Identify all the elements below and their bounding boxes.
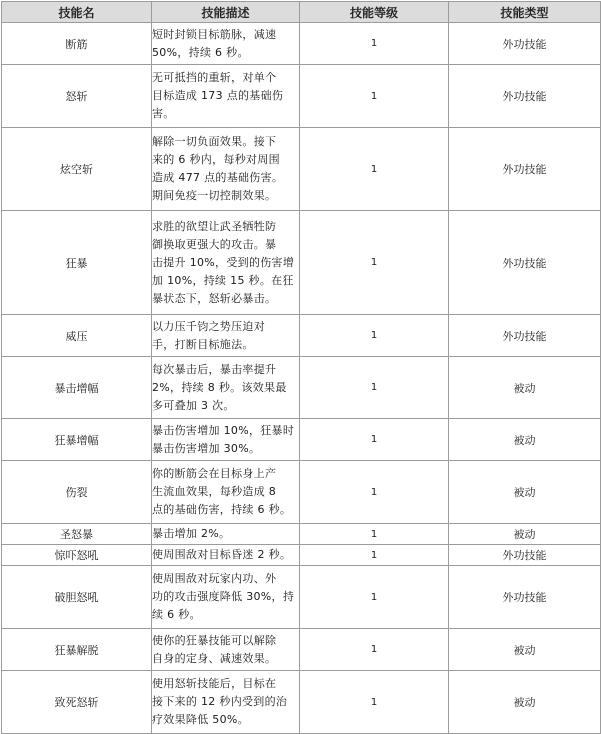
table-row: [2, 357, 601, 419]
skill-type-cell: 被动: [449, 524, 601, 545]
skill-level-cell: 1: [300, 315, 449, 357]
description-line: 期间免疫一切控制效果。: [152, 189, 277, 202]
description-line: 使用怒斩技能后，目标在: [152, 677, 277, 690]
description-line: 多可叠加 3 次。: [152, 398, 235, 412]
description-line: 加 10%，持续 15 秒。在狂: [152, 273, 294, 287]
description-line: 点的基础伤害，持续 6 秒。: [152, 503, 292, 516]
description-line: 接下来的 12 秒内受到的治: [152, 695, 288, 708]
description-line: 2%，持续 8 秒。该效果最: [152, 380, 287, 394]
skill-name-cell: 暴击增幅: [2, 357, 152, 419]
skill-name-cell: 惊吓怒吼: [2, 545, 152, 566]
skill-level-cell: 1: [300, 211, 449, 315]
description-line: 使周围敌对玩家内功、外: [152, 572, 277, 585]
skill-level-cell: 1: [300, 65, 449, 128]
skill-type-cell: 外功技能: [449, 315, 601, 357]
description-line: 目标造成 173 点的基础伤: [152, 89, 284, 102]
description-line: 50%，持续 6 秒。: [152, 45, 249, 59]
description-line: 生流血效果，每秒造成 8: [152, 485, 277, 498]
skill-level-cell: 1: [300, 545, 449, 566]
table-row: [2, 524, 601, 545]
description-line: 暴击增加 2%。: [152, 527, 231, 540]
skill-type-cell: 外功技能: [449, 65, 601, 128]
header-row: [2, 2, 601, 23]
skill-description-cell: [152, 65, 300, 128]
table-row: [2, 315, 601, 357]
skill-description-cell: [152, 357, 300, 419]
skill-level-cell: 1: [300, 566, 449, 629]
skill-level-cell: 1: [300, 629, 449, 671]
skill-description-cell: [152, 671, 300, 734]
skill-name-cell: 破胆怒吼: [2, 566, 152, 629]
description-line: 求胜的欲望让武圣牺牲防: [152, 219, 277, 233]
skill-description-cell: [152, 566, 300, 629]
description-line: 使周围敌对目标昏迷 2 秒。: [152, 548, 292, 561]
skill-description-cell: [152, 419, 300, 461]
skill-type-cell: 外功技能: [449, 23, 601, 65]
skill-type-cell: 被动: [449, 357, 601, 419]
description-line: 暴状态下，怒斩必暴击。: [152, 291, 277, 305]
skill-name-cell: 狂暴: [2, 211, 152, 315]
description-line: 暴击伤害增加 10%，狂暴时: [152, 423, 295, 437]
description-line: 每次暴击后，暴击率提升: [152, 362, 277, 376]
description-line: 害。: [152, 107, 175, 120]
skill-type-cell: 外功技能: [449, 566, 601, 629]
skill-name-cell: 致死怒斩: [2, 671, 152, 734]
skill-table-body: [2, 23, 601, 734]
skill-description-cell: [152, 629, 300, 671]
skill-description-cell: [152, 211, 300, 315]
description-line: 使你的狂暴技能可以解除: [152, 633, 277, 647]
header-skill-level: 技能等级: [300, 2, 449, 23]
table-row: [2, 23, 601, 65]
skill-description-cell: [152, 128, 300, 211]
skill-description-cell: [152, 545, 300, 566]
skill-level-cell: 1: [300, 419, 449, 461]
skill-description-cell: [152, 524, 300, 545]
header-skill-description: 技能描述: [152, 2, 300, 23]
skill-description-cell: [152, 461, 300, 524]
description-line: 疗效果降低 50%。: [152, 713, 249, 726]
skill-type-cell: 外功技能: [449, 545, 601, 566]
description-line: 自身的定身、减速效果。: [152, 651, 277, 665]
description-line: 暴击伤害增加 30%。: [152, 441, 261, 455]
description-line: 来的 6 秒内，每秒对周围: [152, 153, 280, 166]
description-line: 以力压千钧之势压迫对: [152, 319, 265, 333]
description-line: 手，打断目标施法。: [152, 337, 254, 351]
skill-name-cell: 狂暴增幅: [2, 419, 152, 461]
description-line: 造成 477 点的基础伤害。: [152, 171, 284, 184]
skill-type-cell: 被动: [449, 629, 601, 671]
skill-level-cell: 1: [300, 461, 449, 524]
skill-name-cell: 怒斩: [2, 65, 152, 128]
description-line: 功的攻击强度降低 30%，持: [152, 590, 295, 603]
table-row: [2, 566, 601, 629]
table-row: [2, 629, 601, 671]
description-line: 击提升 10%，受到的伤害增: [152, 255, 295, 269]
skill-level-cell: 1: [300, 524, 449, 545]
description-line: 短时封锁目标筋脉，减速: [152, 27, 277, 41]
table-row: [2, 545, 601, 566]
table-row: [2, 211, 601, 315]
skill-name-cell: 圣怒暴: [2, 524, 152, 545]
table-row: [2, 128, 601, 211]
table-row: [2, 671, 601, 734]
skill-name-cell: 炫空斩: [2, 128, 152, 211]
header-skill-name: 技能名: [2, 2, 152, 23]
skill-type-cell: 被动: [449, 461, 601, 524]
skill-level-cell: 1: [300, 671, 449, 734]
skill-level-cell: 1: [300, 23, 449, 65]
skill-type-cell: 外功技能: [449, 128, 601, 211]
skill-level-cell: 1: [300, 357, 449, 419]
description-line: 无可抵挡的重斩，对单个: [152, 71, 277, 84]
table-row: [2, 419, 601, 461]
description-line: 你的断筋会在目标身上产: [152, 467, 277, 480]
skill-name-cell: 狂暴解脱: [2, 629, 152, 671]
skill-type-cell: 外功技能: [449, 211, 601, 315]
skill-name-cell: 断筋: [2, 23, 152, 65]
description-line: 解除一切负面效果。接下: [152, 135, 277, 148]
skill-table: [1, 1, 601, 734]
skill-name-cell: 伤裂: [2, 461, 152, 524]
header-skill-type: 技能类型: [449, 2, 601, 23]
skill-name-cell: 威压: [2, 315, 152, 357]
skill-description-cell: [152, 315, 300, 357]
description-line: 御换取更强大的攻击。暴: [152, 237, 277, 251]
skill-type-cell: 被动: [449, 671, 601, 734]
table-row: [2, 461, 601, 524]
skill-type-cell: 被动: [449, 419, 601, 461]
table-row: [2, 65, 601, 128]
description-line: 续 6 秒。: [152, 608, 201, 621]
skill-description-cell: [152, 23, 300, 65]
skill-level-cell: 1: [300, 128, 449, 211]
